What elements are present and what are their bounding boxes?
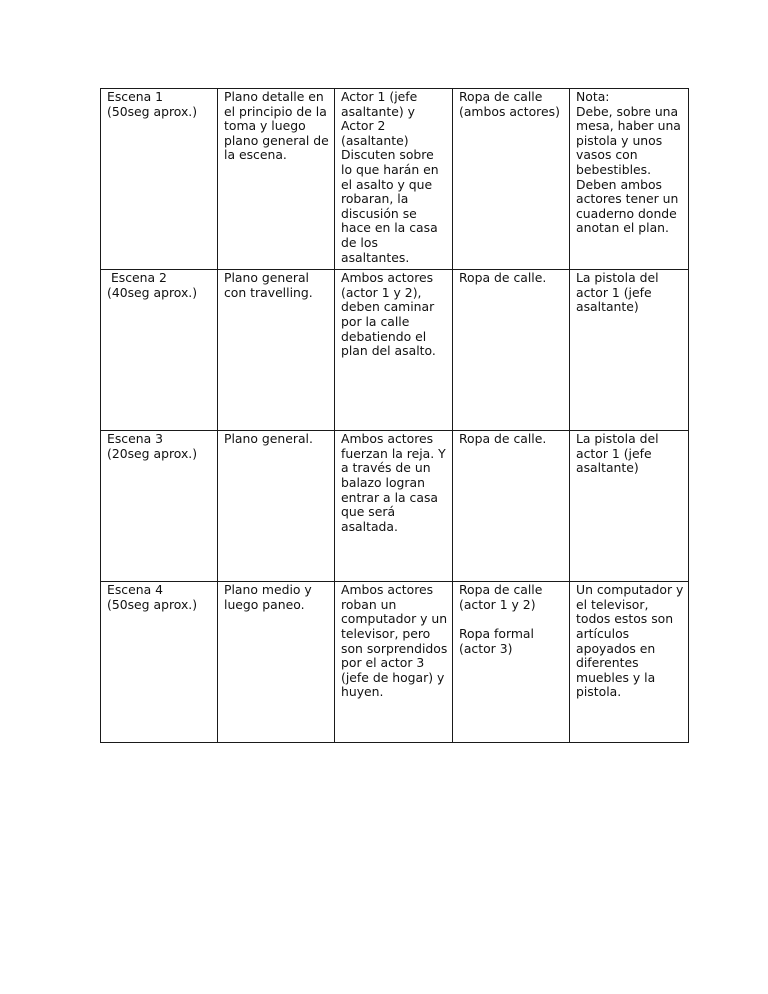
wardrobe-cell xyxy=(453,582,570,743)
props-cell xyxy=(570,89,689,270)
props-text: La pistola del actor 1 (jefe asaltante) xyxy=(576,431,659,476)
action-text: Actor 1 (jefe asaltante) y Actor 2 (asaltante) Discuten sobre lo que harán en el asalto y que robaran, la discusión se hace en la casa de los asaltantes. xyxy=(341,89,439,265)
scene-cell xyxy=(101,270,218,431)
action-cell xyxy=(335,270,453,431)
shot-text: Plano medio y luego paneo. xyxy=(224,582,312,612)
scene-cell xyxy=(101,89,218,270)
scene-text: Escena 2 (40seg aprox.) xyxy=(107,270,198,300)
shot-cell xyxy=(218,582,335,743)
scene-cell xyxy=(101,431,218,582)
table-row xyxy=(101,270,689,431)
wardrobe-text: Ropa de calle (actor 1 y 2) xyxy=(459,582,543,612)
shot-text: Plano detalle en el principio de la toma y luego plano general de la escena. xyxy=(224,89,329,163)
action-cell xyxy=(335,431,453,582)
table-row xyxy=(101,89,689,270)
wardrobe-cell xyxy=(453,270,570,431)
wardrobe-extra-text: Ropa formal (actor 3) xyxy=(459,625,534,656)
shot-cell xyxy=(218,89,335,270)
scene-breakdown-table xyxy=(100,88,689,743)
scene-cell xyxy=(101,582,218,743)
props-text: La pistola del actor 1 (jefe asaltante) xyxy=(576,270,659,315)
props-text: Un computador y el televisor, todos estos son artículos apoyados en diferentes muebles y la pistola. xyxy=(576,582,684,700)
shot-cell xyxy=(218,270,335,431)
shot-cell xyxy=(218,431,335,582)
action-text: Ambos actores (actor 1 y 2), deben caminar por la calle debatiendo el plan del asalto. xyxy=(341,270,436,359)
table-row xyxy=(101,582,689,743)
table-row xyxy=(101,431,689,582)
action-cell xyxy=(335,89,453,270)
props-cell xyxy=(570,431,689,582)
shot-text: Plano general con travelling. xyxy=(224,270,313,300)
wardrobe-cell xyxy=(453,89,570,270)
wardrobe-cell xyxy=(453,431,570,582)
props-cell xyxy=(570,270,689,431)
paragraph-gap xyxy=(459,612,565,627)
props-text: Nota: Debe, sobre una mesa, haber una pistola y unos vasos con bebestibles. Deben ambos actores tener un cuaderno donde anotan el plan. xyxy=(576,89,681,236)
wardrobe-text: Ropa de calle (ambos actores) xyxy=(459,89,560,119)
scene-text: Escena 4 (50seg aprox.) xyxy=(107,582,198,612)
action-text: Ambos actores fuerzan la reja. Y a través de un balazo logran entrar a la casa que será asaltada. xyxy=(341,431,446,534)
scene-text: Escena 1 (50seg aprox.) xyxy=(107,89,198,119)
action-cell xyxy=(335,582,453,743)
scene-text: Escena 3 (20seg aprox.) xyxy=(107,431,198,461)
action-text: Ambos actores roban un computador y un televisor, pero son sorprendidos por el actor 3 (jefe de hogar) y huyen. xyxy=(341,582,448,700)
shot-text: Plano general. xyxy=(224,431,313,447)
wardrobe-text: Ropa de calle. xyxy=(459,270,547,286)
props-cell xyxy=(570,582,689,743)
wardrobe-text: Ropa de calle. xyxy=(459,431,547,447)
